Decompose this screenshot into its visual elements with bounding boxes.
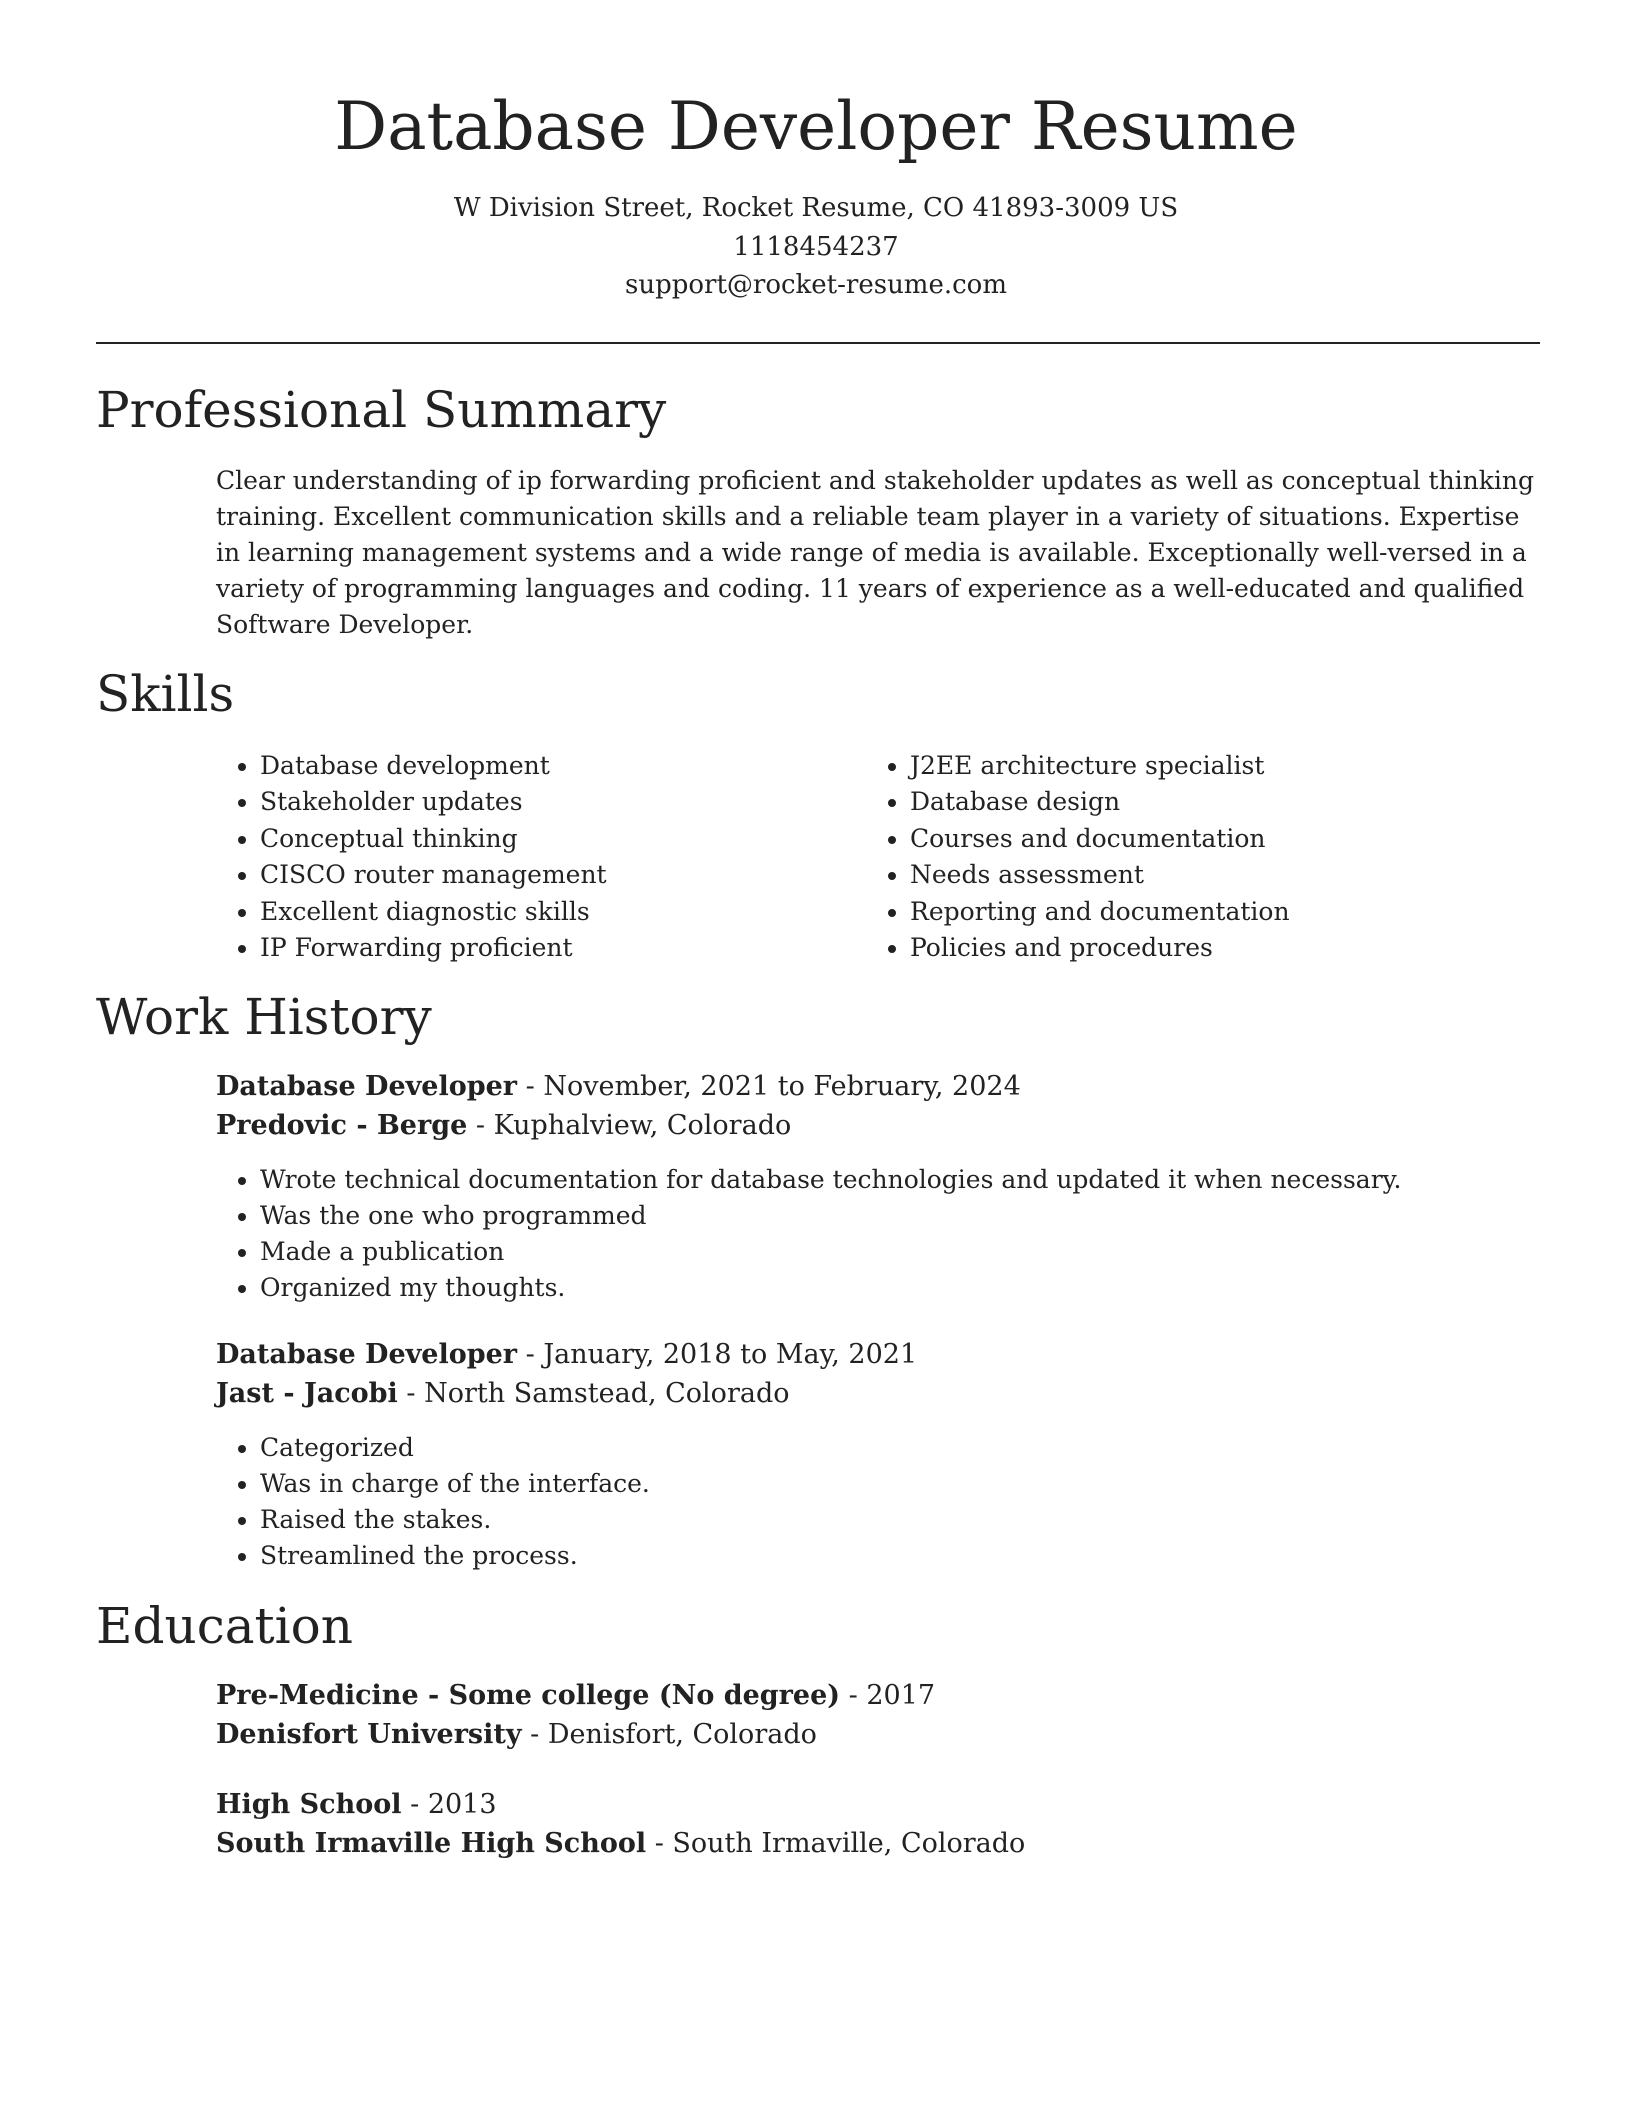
job-location: - Kuphalview, Colorado <box>467 1110 792 1141</box>
job-bullet-list <box>216 1430 1560 1574</box>
resume-title: Database Developer Resume <box>334 88 1298 165</box>
skill-item: • Stakeholder updates <box>260 784 607 820</box>
job-company: Jast - Jacobi <box>216 1378 398 1409</box>
education-school: Denisfort University <box>216 1719 522 1750</box>
section-heading-work-history: Work History <box>96 988 432 1046</box>
job-location: - North Samstead, Colorado <box>397 1378 790 1409</box>
header-divider <box>96 342 1540 344</box>
job-company: Predovic - Berge <box>216 1110 468 1141</box>
skill-item: • Database design <box>910 784 1290 820</box>
education-school-line <box>216 1825 1025 1863</box>
education-school-line <box>216 1716 817 1754</box>
job-bullet-list <box>216 1162 1560 1306</box>
skills-list-right <box>866 748 1290 966</box>
education-year: - 2017 <box>840 1680 936 1711</box>
job-title-line <box>216 1336 917 1374</box>
job-company-line <box>216 1107 791 1145</box>
skill-item: • Needs assessment <box>910 857 1290 893</box>
education-degree-line <box>216 1677 935 1715</box>
skill-item: • Conceptual thinking <box>260 821 607 857</box>
job-company-line <box>216 1375 789 1413</box>
skill-item: • Reporting and documentation <box>910 894 1290 930</box>
job-bullet: • Was the one who programmed <box>260 1198 1560 1234</box>
section-heading-education: Education <box>96 1597 353 1655</box>
skill-item: • Excellent diagnostic skills <box>260 894 607 930</box>
education-school: South Irmaville High School <box>216 1828 647 1859</box>
skills-list-left <box>216 748 607 966</box>
education-location: - South Irmaville, Colorado <box>646 1828 1026 1859</box>
skill-item: • Database development <box>260 748 607 784</box>
contact-phone: 1118454237 <box>733 232 899 262</box>
skill-item: • Courses and documentation <box>910 821 1290 857</box>
skill-item: • J2EE architecture specialist <box>910 748 1290 784</box>
job-bullet: • Made a publication <box>260 1234 1560 1270</box>
education-degree-line <box>216 1786 497 1824</box>
job-bullet: • Was in charge of the interface. <box>260 1466 1560 1502</box>
education-degree: High School <box>216 1789 402 1820</box>
job-title: Database Developer <box>216 1339 518 1370</box>
job-bullet: • Categorized <box>260 1430 1560 1466</box>
summary-text: Clear understanding of ip forwarding proficient and stakeholder updates as well as conceptual thinking training. Excellent communication skills and a reliable team player in a variety of situations. Expertise in learning management systems and a wide range of media is available. Exceptionally well-versed in a variety of programming languages and coding. 11 years of experience as a well-educated and qualified Software Developer. <box>216 466 1535 639</box>
job-bullet: • Organized my thoughts. <box>260 1270 1560 1306</box>
job-bullet: • Wrote technical documentation for database technologies and updated it when necessary. <box>260 1162 1560 1198</box>
section-heading-skills: Skills <box>96 665 235 723</box>
education-location: - Denisfort, Colorado <box>521 1719 817 1750</box>
contact-address: W Division Street, Rocket Resume, CO 41893-3009 US <box>453 193 1179 223</box>
skill-item: • IP Forwarding proficient <box>260 930 607 966</box>
job-title: Database Developer <box>216 1071 518 1102</box>
education-degree: Pre-Medicine - Some college (No degree) <box>216 1680 841 1711</box>
job-dates: - November, 2021 to February, 2024 <box>517 1071 1021 1102</box>
job-title-line <box>216 1068 1021 1106</box>
education-year: - 2013 <box>401 1789 497 1820</box>
job-bullet: • Raised the stakes. <box>260 1502 1560 1538</box>
job-bullet: • Streamlined the process. <box>260 1538 1560 1574</box>
job-dates: - January, 2018 to May, 2021 <box>517 1339 918 1370</box>
section-heading-summary: Professional Summary <box>96 381 667 439</box>
contact-email: support@rocket-resume.com <box>624 270 1007 300</box>
skill-item: • CISCO router management <box>260 857 607 893</box>
skill-item: • Policies and procedures <box>910 930 1290 966</box>
